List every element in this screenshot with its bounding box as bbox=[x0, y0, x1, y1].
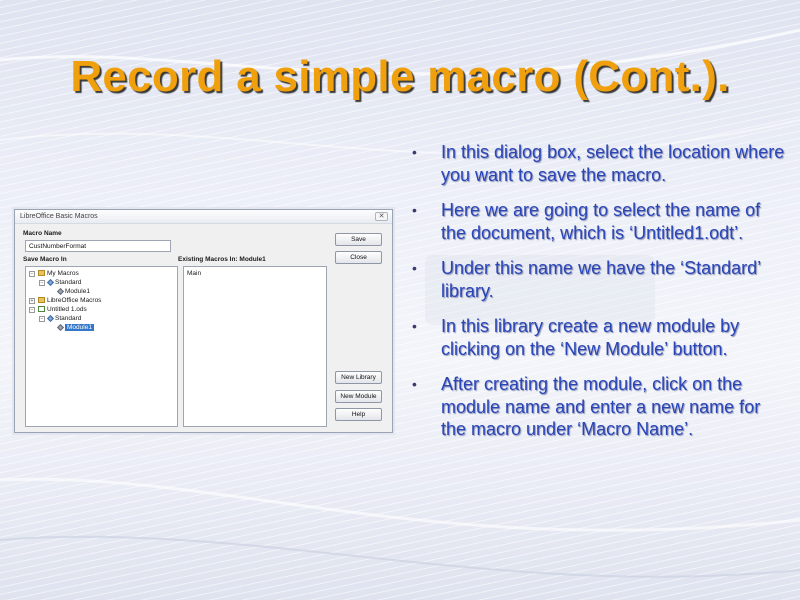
bullet-item: • After creating the module, click on the module name and enter a new name for the macro under ‘Macro Name’. bbox=[412, 374, 761, 439]
bullet-list bbox=[412, 141, 787, 454]
tree-item-document[interactable]: − Untitled 1.ods bbox=[30, 306, 87, 313]
module-icon bbox=[57, 324, 64, 331]
collapse-icon[interactable]: − bbox=[30, 307, 34, 313]
existing-macros-label: Existing Macros In: Module1 bbox=[178, 256, 266, 263]
collapse-icon[interactable]: − bbox=[40, 316, 44, 322]
dialog-titlebar bbox=[15, 210, 392, 224]
tree-item-my-standard[interactable]: − Standard bbox=[40, 279, 82, 286]
bullet-item: • In this dialog box, select the location where you want to save the macro. bbox=[412, 142, 785, 185]
close-icon[interactable]: ✕ bbox=[375, 212, 388, 221]
document-icon bbox=[38, 306, 45, 312]
bullet-icon: • bbox=[412, 318, 417, 334]
list-item[interactable]: Main bbox=[187, 270, 202, 277]
bullet-icon: • bbox=[412, 144, 417, 160]
tree-item-lo-macros[interactable]: + LibreOffice Macros bbox=[30, 297, 102, 304]
macro-name-input[interactable]: CustNumberFormat bbox=[25, 240, 171, 252]
library-tree[interactable] bbox=[25, 266, 178, 427]
collapse-icon[interactable]: − bbox=[40, 280, 44, 286]
new-module-button[interactable]: New Module bbox=[335, 390, 382, 403]
tree-item-doc-module1[interactable] bbox=[58, 323, 94, 332]
close-button[interactable]: Close bbox=[335, 251, 382, 264]
bullet-item: • Here we are going to select the name of the document, which is ‘Untitled1.odt’. bbox=[412, 200, 761, 243]
help-button[interactable]: Help bbox=[335, 408, 382, 421]
slide-title: Record a simple macro (Cont.). bbox=[70, 52, 730, 101]
collapse-icon[interactable]: − bbox=[30, 271, 34, 277]
save-in-label: Save Macro In bbox=[23, 256, 67, 263]
module-icon bbox=[57, 288, 64, 295]
bullet-item: • In this library create a new module by clicking on the ‘New Module’ button. bbox=[412, 316, 740, 359]
library-icon bbox=[47, 315, 54, 322]
bullet-icon: • bbox=[412, 260, 417, 276]
bullet-icon: • bbox=[412, 376, 417, 392]
save-button[interactable]: Save bbox=[335, 233, 382, 246]
bullet-item: • Under this name we have the ‘Standard’ library. bbox=[412, 258, 761, 301]
dialog-title: LibreOffice Basic Macros bbox=[20, 213, 98, 220]
folder-icon bbox=[38, 297, 45, 303]
new-library-button[interactable]: New Library bbox=[335, 371, 382, 384]
existing-macros-list[interactable] bbox=[183, 266, 327, 427]
macro-name-label: Macro Name bbox=[23, 230, 62, 237]
folder-icon bbox=[38, 270, 45, 276]
basic-macros-dialog bbox=[14, 209, 393, 433]
tree-item-my-macros[interactable]: − My Macros bbox=[30, 270, 79, 277]
tree-item-my-module1[interactable]: Module1 bbox=[58, 287, 90, 296]
expand-icon[interactable]: + bbox=[30, 298, 34, 304]
tree-item-doc-standard[interactable]: − Standard bbox=[40, 315, 82, 322]
selected-module-label: Module1 bbox=[67, 324, 92, 331]
bullet-icon: • bbox=[412, 202, 417, 218]
library-icon bbox=[47, 279, 54, 286]
